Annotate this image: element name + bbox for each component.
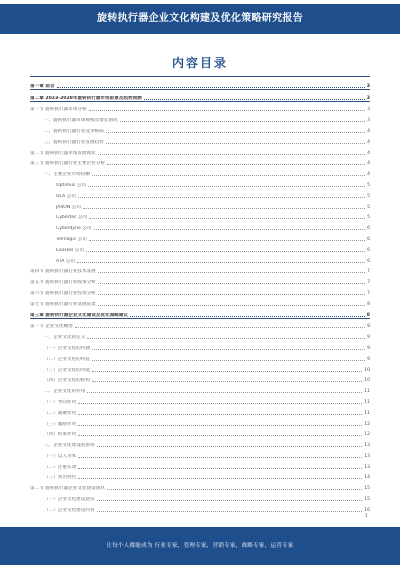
toc-entry-label: （一）企业文化的内涵	[44, 345, 90, 351]
toc-entry-page: 8	[367, 324, 370, 330]
toc-entry[interactable]	[30, 437, 370, 448]
toc-entry-label: （二）企业文化的特征	[44, 356, 90, 362]
toc-entry-page: 12	[364, 421, 370, 427]
toc-leader-dots	[89, 218, 365, 219]
toc-entry-label: （二）凝聚作用	[44, 410, 77, 416]
toc-leader-dots	[107, 164, 365, 165]
toc-leader-dots	[120, 121, 366, 122]
toc-leader-dots	[94, 229, 366, 230]
toc-entry-page: 10	[364, 378, 370, 384]
toc-entry-label: （一）导向作用	[44, 399, 77, 405]
toc-entry[interactable]	[30, 220, 370, 231]
toc-entry[interactable]	[30, 427, 370, 438]
toc-entry[interactable]	[30, 253, 370, 264]
footer-text: 让每个人都能成为 行业专家，管理专家，营销专家，战略专家，运营专家	[106, 543, 294, 549]
toc-entry-label: 二、企业文化的作用	[44, 389, 86, 395]
toc-entry[interactable]	[30, 296, 370, 307]
toc-entry-page: 8	[366, 312, 370, 318]
toc-entry-label: ULA 公司	[56, 193, 76, 199]
toc-entry[interactable]	[30, 394, 370, 405]
toc-entry[interactable]	[30, 78, 370, 90]
toc-leader-dots	[130, 316, 365, 317]
toc-leader-dots	[144, 99, 365, 100]
toc-leader-dots	[87, 338, 365, 339]
toc-entry-page: 7	[367, 280, 370, 286]
toc-leader-dots	[92, 175, 365, 176]
toc-entry[interactable]	[30, 491, 370, 502]
toc-entry[interactable]	[30, 383, 370, 394]
toc-entry[interactable]	[30, 156, 370, 167]
toc-entry[interactable]	[30, 199, 370, 210]
toc-entry-label: 第二节 旋转执行器市场发展现状	[30, 150, 96, 156]
toc-entry-page: 9	[367, 345, 370, 351]
toc-leader-dots	[106, 132, 365, 133]
toc-entry-label: （一）以人为本	[44, 453, 77, 459]
toc-leader-dots	[89, 110, 365, 111]
toc-leader-dots	[97, 500, 363, 501]
toc-entry[interactable]	[30, 145, 370, 156]
toc-leader-dots	[98, 305, 365, 306]
toc-leader-dots	[78, 197, 365, 198]
toc-entry-page: 11	[364, 410, 370, 416]
toc-entry[interactable]	[30, 448, 370, 459]
toc-entry-page: 9	[367, 356, 370, 362]
toc-entry-label: 第一节 旋转执行器市场分析	[30, 107, 87, 113]
toc-leader-dots	[87, 392, 362, 393]
toc-entry-label: 一、企业文化的定义	[44, 335, 86, 341]
toc-entry[interactable]	[30, 231, 370, 242]
toc-entry-page: 6	[367, 247, 370, 253]
toc-entry[interactable]	[30, 416, 370, 427]
toc-entry-page: 5	[367, 182, 370, 188]
toc-entry-page: 16	[364, 507, 370, 513]
toc-leader-dots	[78, 403, 362, 404]
toc-entry[interactable]	[30, 210, 370, 221]
toc-entry[interactable]	[30, 319, 370, 330]
toc-leader-dots	[75, 327, 365, 328]
toc-entry-page: 6	[367, 258, 370, 264]
toc-entry-page: 4	[367, 139, 370, 145]
toc-title: 内容目录	[171, 56, 228, 70]
toc-entry-label: Optimus 公司	[56, 182, 87, 188]
toc-entry-label: 二、旋转执行器行业竞争格局	[44, 128, 104, 134]
toc-entry-label: （二）注重实效	[44, 464, 77, 470]
toc-entry[interactable]	[30, 480, 370, 491]
toc-leader-dots	[78, 435, 362, 436]
toc-entry-label: （四）约束作用	[44, 432, 77, 438]
toc-entry[interactable]	[30, 307, 370, 319]
toc-leader-dots	[89, 240, 365, 241]
page-number: 1	[365, 514, 368, 519]
toc-entry-page: 4	[367, 150, 370, 156]
toc-entry-page: 11	[364, 399, 370, 405]
toc-entry-label: 第三章 旋转执行器企业文化建设及优化策略建议	[30, 312, 129, 318]
toc-leader-dots	[92, 381, 362, 382]
toc-leader-dots	[78, 478, 362, 479]
toc-entry-page: 11	[364, 389, 370, 395]
toc-leader-dots	[78, 468, 362, 469]
toc-entry-label: 第一节 企业文化概述	[30, 324, 73, 330]
toc-entry-page: 8	[367, 301, 370, 307]
toc-entry-label: 第三节 旋转执行器行业主要企业分析	[30, 161, 105, 167]
toc-entry-page: 3	[367, 118, 370, 124]
toc-entry-label: Telmagic 公司	[56, 236, 87, 242]
toc-leader-dots	[88, 186, 365, 187]
toc-entry-label: （三）激励作用	[44, 421, 77, 427]
toc-entry-label: 第二章 2023-2028年旋转执行器市场前景及趋势预测	[30, 95, 142, 101]
toc-entry[interactable]	[30, 502, 370, 513]
toc-entry-page: 6	[367, 236, 370, 242]
toc-entry[interactable]	[30, 102, 370, 113]
toc-entry[interactable]	[30, 134, 370, 145]
toc-entry-label: （三）突出特色	[44, 475, 77, 481]
toc-entry-label: 第一章 前言	[30, 83, 55, 89]
toc-entry[interactable]	[30, 188, 370, 199]
toc-entry-label: ATA 公司	[56, 258, 76, 264]
toc-leader-dots	[106, 143, 365, 144]
toc-entry-label: 三、企业文化建设的原则	[44, 443, 95, 449]
toc-top-rule	[30, 76, 370, 77]
toc-leader-dots	[86, 251, 365, 252]
toc-entry[interactable]	[30, 123, 370, 134]
toc-entry-page: 13	[364, 464, 370, 470]
table-of-contents	[30, 78, 370, 518]
toc-leader-dots	[97, 511, 363, 512]
toc-entry[interactable]	[30, 470, 370, 481]
toc-entry-page: 15	[364, 497, 370, 503]
toc-entry-page: 6	[367, 226, 370, 232]
toc-entry[interactable]	[30, 329, 370, 340]
toc-entry[interactable]	[30, 274, 370, 285]
toc-entry[interactable]	[30, 362, 370, 373]
footer-bar	[0, 527, 400, 565]
toc-leader-dots	[97, 446, 363, 447]
toc-entry-label: Cybertec 公司	[56, 215, 88, 221]
toc-leader-dots	[77, 262, 365, 263]
header-bar	[0, 4, 400, 34]
toc-leader-dots	[92, 349, 365, 350]
toc-entry-page: 7	[367, 269, 370, 275]
toc-leader-dots	[78, 457, 362, 458]
toc-entry-label: 一、旋转执行器市场规模及增长情况	[44, 118, 118, 124]
toc-entry-page: 12	[364, 432, 370, 438]
toc-leader-dots	[107, 489, 362, 490]
toc-entry[interactable]	[30, 112, 370, 123]
toc-entry-page: 14	[364, 475, 370, 481]
toc-leader-dots	[98, 154, 365, 155]
toc-entry-page: 7	[367, 290, 370, 296]
toc-leader-dots	[98, 272, 365, 273]
toc-entry[interactable]	[30, 459, 370, 470]
toc-entry-label: （三）企业文化的功能	[44, 367, 90, 373]
toc-entry-page: 13	[364, 443, 370, 449]
toc-entry-page: 5	[367, 215, 370, 221]
toc-entry-label: JAXON 公司	[56, 204, 81, 210]
toc-leader-dots	[98, 294, 365, 295]
toc-entry[interactable]	[30, 373, 370, 384]
toc-entry-label: Exoskel 公司	[56, 247, 84, 253]
header-title: 旋转执行器企业文化构建及优化策略研究报告	[97, 13, 303, 24]
toc-entry[interactable]	[30, 264, 370, 275]
toc-entry[interactable]	[30, 90, 370, 102]
toc-entry-page: 5	[367, 193, 370, 199]
toc-entry-label: （一）企业文化建设意识	[44, 497, 95, 503]
toc-entry-page: 9	[367, 335, 370, 341]
toc-entry[interactable]	[30, 405, 370, 416]
toc-entry-label: 第五节 旋转执行器行业政策分析	[30, 280, 96, 286]
toc-entry[interactable]	[30, 285, 370, 296]
toc-entry-label: 一、主要企业市场份额	[44, 172, 90, 178]
toc-entry-page: 4	[367, 161, 370, 167]
toc-entry-page: 3	[367, 107, 370, 113]
toc-entry-page: 15	[364, 486, 370, 492]
toc-entry-page: 3	[366, 95, 370, 101]
toc-entry-label: Cyberdyne 公司	[56, 226, 92, 232]
toc-leader-dots	[98, 283, 365, 284]
toc-entry-page: 4	[367, 172, 370, 178]
header-band	[0, 0, 400, 34]
toc-leader-dots	[92, 371, 362, 372]
toc-entry[interactable]	[30, 166, 370, 177]
toc-entry-page: 5	[367, 204, 370, 210]
toc-entry-label: 第二节 旋转执行器企业文化建设现状	[30, 486, 105, 492]
toc-entry[interactable]	[30, 177, 370, 188]
toc-entry-page: 3	[366, 83, 370, 89]
toc-entry-label: 第七节 旋转执行器行业发展前景	[30, 301, 96, 307]
toc-entry-label: 三、旋转执行器行业发展趋势	[44, 139, 104, 145]
toc-entry-page: 10	[364, 367, 370, 373]
toc-leader-dots	[78, 414, 362, 415]
toc-leader-dots	[78, 425, 362, 426]
toc-entry-page: 13	[364, 453, 370, 459]
toc-leader-dots	[92, 360, 365, 361]
toc-entry[interactable]	[30, 340, 370, 351]
toc-entry[interactable]	[30, 351, 370, 362]
toc-leader-dots	[83, 208, 365, 209]
toc-entry[interactable]	[30, 242, 370, 253]
toc-leader-dots	[57, 87, 365, 88]
toc-entry-label: （二）企业文化建设内容	[44, 507, 95, 513]
toc-entry-label: （四）企业文化的结构	[44, 378, 90, 384]
toc-entry-label: 第六节 旋转执行器行业投资分析	[30, 290, 96, 296]
toc-entry-page: 4	[367, 128, 370, 134]
toc-entry-label: 第四节 旋转执行器行业技术发展	[30, 269, 96, 275]
